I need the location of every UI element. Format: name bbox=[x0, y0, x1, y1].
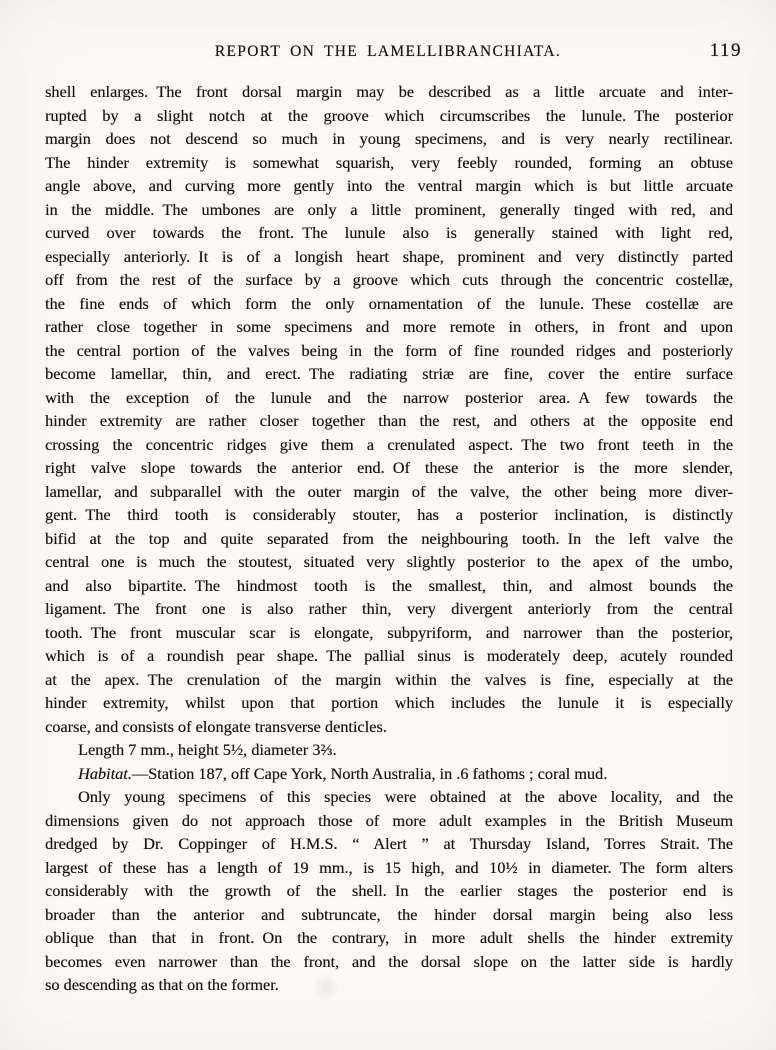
text-line: shell enlarges. The front dorsal margin may be described as a little arcuate and inter- bbox=[45, 82, 733, 101]
text-line: largest of these has a length of 19 mm., is 15 high, and 10½ in diameter. The form alters bbox=[45, 857, 733, 877]
running-header-title: REPORT ON THE LAMELLIBRANCHIATA. bbox=[214, 43, 562, 60]
text-line: coarse, and consists of elongate transverse denticles. bbox=[45, 716, 387, 736]
page-number: 119 bbox=[709, 40, 742, 61]
habitat-label: Habitat. bbox=[78, 763, 132, 783]
text-line: dimensions given do not approach those of more adult examples in the British Museum bbox=[45, 810, 733, 830]
text-line: gent. The third tooth is considerably stouter, has a posterior inclination, is distinctly bbox=[45, 505, 733, 524]
text-line: so descending as that on the former. bbox=[45, 975, 279, 994]
text-line: ligament. The front one is also rather thin, very divergent anteriorly from the central bbox=[45, 599, 733, 618]
text-line: off from the rest of the surface by a groove which cuts through the concentric costellæ, bbox=[45, 270, 733, 289]
text-line: rupted by a slight notch at the groove which circumscribes the lunule. The posterior bbox=[45, 105, 733, 125]
text-line: The hinder extremity is somewhat squarish, very feebly rounded, forming an obtuse bbox=[45, 152, 733, 172]
text-line: bifid at the top and quite separated from the neighbouring tooth. In the left valve the bbox=[45, 528, 733, 548]
running-header bbox=[0, 0, 776, 65]
text-line: which is of a roundish pear shape. The pallial sinus is moderately deep, acutely rounded bbox=[45, 646, 733, 665]
text-line: margin does not descend so much in young specimens, and is very nearly rectilinear. bbox=[45, 129, 733, 148]
text-segment: —Station 187, off Cape York, North Australia, in .6 fathoms ; coral mud. bbox=[131, 763, 608, 783]
text-line: crossing the concentric ridges give them a crenulated aspect. The two front teeth in the bbox=[45, 434, 733, 454]
text-line: and also bipartite. The hindmost tooth is the smallest, thin, and almost bounds the bbox=[45, 575, 733, 595]
text-line: becomes even narrower than the front, and the dorsal slope on the latter side is hardly bbox=[45, 951, 733, 971]
text-line: lamellar, and subparallel with the outer margin of the valve, the other being more diver- bbox=[45, 481, 733, 501]
text-line: angle above, and curving more gently into the ventral margin which is but little arcuate bbox=[45, 176, 733, 195]
text-line: considerably with the growth of the shell. In the earlier stages the posterior end is bbox=[45, 881, 733, 900]
text-line: at the apex. The crenulation of the margin within the valves is fine, especially at the bbox=[45, 669, 733, 689]
text-line: especially anteriorly. It is of a longish heart shape, prominent and very distinctly parted bbox=[45, 246, 733, 266]
text-line: curved over towards the front. The lunule also is generally stained with light red, bbox=[45, 223, 733, 242]
text-line: Length 7 mm., height 5½, diameter 3⅔. bbox=[78, 740, 337, 759]
text-line: the fine ends of which form the only ornamentation of the lunule. These costellæ are bbox=[45, 293, 733, 313]
text-line: oblique than that in front. On the contrary, in more adult shells the hinder extremity bbox=[45, 928, 733, 947]
text-line: broader than the anterior and subtruncate, the hinder dorsal margin being also less bbox=[45, 904, 733, 924]
text-line: in the middle. The umbones are only a little prominent, generally tinged with red, and bbox=[45, 199, 733, 219]
text-line bbox=[45, 762, 733, 786]
text-line: dredged by Dr. Coppinger of H.M.S. “ Alert ” at Thursday Island, Torres Strait. The bbox=[45, 834, 733, 853]
text-line: become lamellar, thin, and erect. The radiating striæ are fine, cover the entire surface bbox=[45, 364, 733, 383]
text-line: hinder extremity, whilst upon that portion which includes the lunule it is especially bbox=[45, 693, 733, 712]
text-line: rather close together in some specimens and more remote in others, in front and upon bbox=[45, 317, 733, 336]
text-line: tooth. The front muscular scar is elongate, subpyriform, and narrower than the posterior, bbox=[45, 622, 733, 642]
text-line: the central portion of the valves being in the form of fine rounded ridges and posteriorly bbox=[45, 340, 733, 360]
page-body bbox=[45, 80, 733, 997]
text-line: with the exception of the lunule and the narrow posterior area. A few towards the bbox=[45, 387, 733, 407]
text-line: Only young specimens of this species were obtained at the above locality, and the bbox=[78, 787, 733, 806]
text-line: hinder extremity are rather closer together than the rest, and others at the opposite end bbox=[45, 411, 733, 430]
text-line: right valve slope towards the anterior end. Of these the anterior is the more slender, bbox=[45, 458, 733, 477]
text-line: central one is much the stoutest, situated very slightly posterior to the apex of the umbo, bbox=[45, 552, 733, 571]
